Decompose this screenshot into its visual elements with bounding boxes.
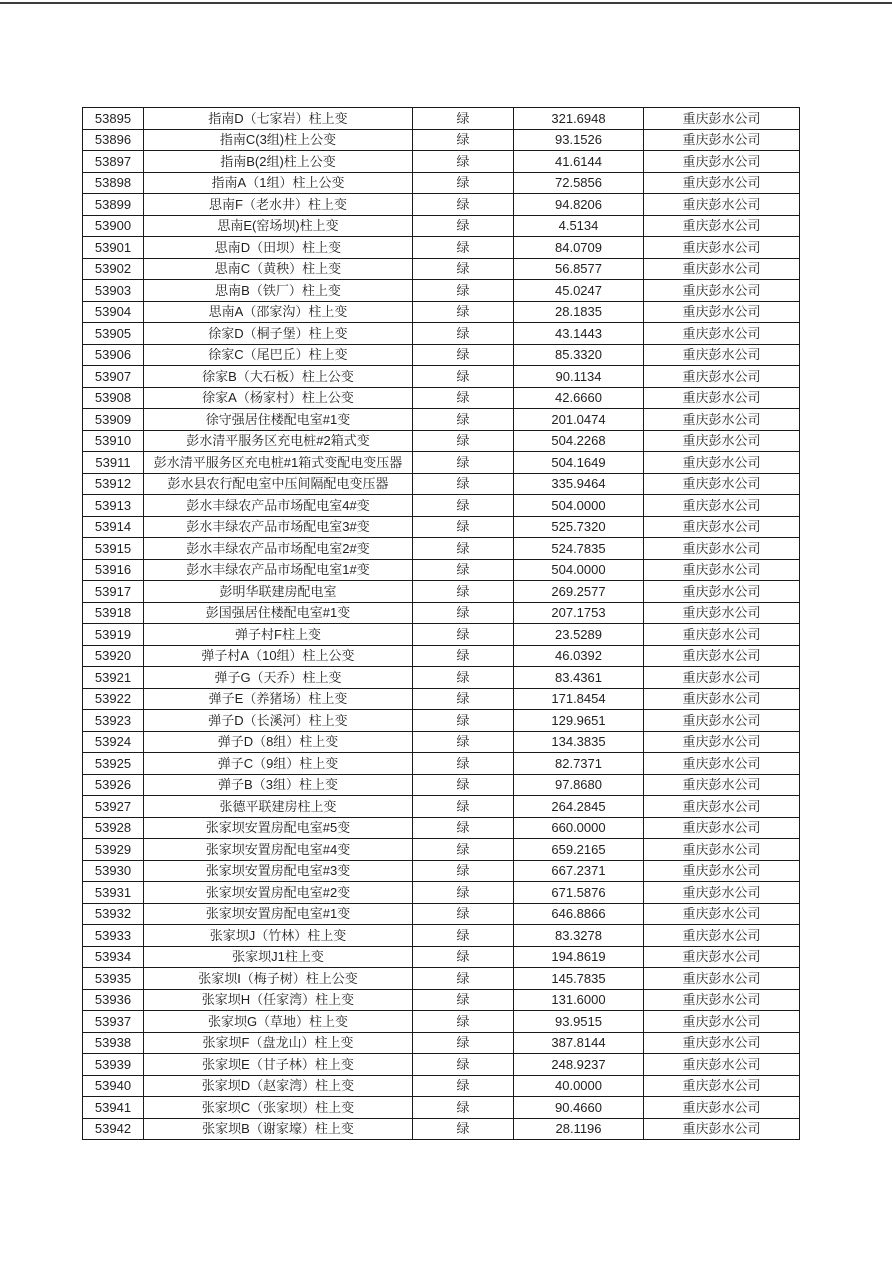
status-cell: 绿 [413,1011,514,1033]
value-cell: 646.8866 [514,903,644,925]
company-cell: 重庆彭水公司 [644,430,800,452]
row-id-cell: 53937 [83,1011,144,1033]
transformer-name-cell: 思南D（田坝）柱上变 [144,237,413,259]
table-row [83,108,800,130]
row-id-cell: 53903 [83,280,144,302]
status-cell: 绿 [413,108,514,130]
row-id-cell: 53900 [83,215,144,237]
value-cell: 56.8577 [514,258,644,280]
company-cell: 重庆彭水公司 [644,774,800,796]
transformer-name-cell: 彭水丰绿农产品市场配电室2#变 [144,538,413,560]
status-cell: 绿 [413,387,514,409]
company-cell: 重庆彭水公司 [644,624,800,646]
company-cell: 重庆彭水公司 [644,731,800,753]
transformer-name-cell: 指南B(2组)柱上公变 [144,151,413,173]
company-cell: 重庆彭水公司 [644,860,800,882]
status-cell: 绿 [413,796,514,818]
row-id-cell: 53929 [83,839,144,861]
row-id-cell: 53907 [83,366,144,388]
value-cell: 83.3278 [514,925,644,947]
row-id-cell: 53913 [83,495,144,517]
company-cell: 重庆彭水公司 [644,1097,800,1119]
status-cell: 绿 [413,473,514,495]
transformer-name-cell: 弹子D（8组）柱上变 [144,731,413,753]
transformer-name-cell: 张家坝C（张家坝）柱上变 [144,1097,413,1119]
status-cell: 绿 [413,237,514,259]
value-cell: 525.7320 [514,516,644,538]
company-cell: 重庆彭水公司 [644,452,800,474]
status-cell: 绿 [413,839,514,861]
company-cell: 重庆彭水公司 [644,151,800,173]
row-id-cell: 53939 [83,1054,144,1076]
value-cell: 94.8206 [514,194,644,216]
status-cell: 绿 [413,129,514,151]
transformer-name-cell: 张家坝H（任家湾）柱上变 [144,989,413,1011]
row-id-cell: 53932 [83,903,144,925]
value-cell: 504.0000 [514,495,644,517]
transformer-data-table [82,107,800,1140]
transformer-name-cell: 思南E(窑场坝)柱上变 [144,215,413,237]
status-cell: 绿 [413,731,514,753]
transformer-name-cell: 张家坝J1柱上变 [144,946,413,968]
company-cell: 重庆彭水公司 [644,344,800,366]
status-cell: 绿 [413,344,514,366]
company-cell: 重庆彭水公司 [644,473,800,495]
row-id-cell: 53899 [83,194,144,216]
row-id-cell: 53904 [83,301,144,323]
status-cell: 绿 [413,667,514,689]
transformer-name-cell: 弹子D（长溪河）柱上变 [144,710,413,732]
transformer-name-cell: 思南F（老水井）柱上变 [144,194,413,216]
row-id-cell: 53930 [83,860,144,882]
table-row [83,581,800,603]
value-cell: 524.7835 [514,538,644,560]
company-cell: 重庆彭水公司 [644,258,800,280]
value-cell: 248.9237 [514,1054,644,1076]
table-row [83,387,800,409]
company-cell: 重庆彭水公司 [644,645,800,667]
status-cell: 绿 [413,301,514,323]
table-row [83,430,800,452]
status-cell: 绿 [413,323,514,345]
status-cell: 绿 [413,946,514,968]
status-cell: 绿 [413,925,514,947]
transformer-name-cell: 张家坝F（盘龙山）柱上变 [144,1032,413,1054]
value-cell: 129.9651 [514,710,644,732]
transformer-name-cell: 张家坝G（草地）柱上变 [144,1011,413,1033]
transformer-name-cell: 张家坝E（甘子林）柱上变 [144,1054,413,1076]
table-row [83,1032,800,1054]
company-cell: 重庆彭水公司 [644,968,800,990]
table-row [83,473,800,495]
value-cell: 134.3835 [514,731,644,753]
company-cell: 重庆彭水公司 [644,172,800,194]
value-cell: 194.8619 [514,946,644,968]
company-cell: 重庆彭水公司 [644,301,800,323]
transformer-name-cell: 弹子B（3组）柱上变 [144,774,413,796]
value-cell: 82.7371 [514,753,644,775]
status-cell: 绿 [413,366,514,388]
transformer-name-cell: 张家坝安置房配电室#5变 [144,817,413,839]
status-cell: 绿 [413,280,514,302]
value-cell: 667.2371 [514,860,644,882]
table-row [83,925,800,947]
company-cell: 重庆彭水公司 [644,280,800,302]
value-cell: 43.1443 [514,323,644,345]
company-cell: 重庆彭水公司 [644,817,800,839]
table-row [83,495,800,517]
transformer-name-cell: 彭水清平服务区充电桩#2箱式变 [144,430,413,452]
transformer-name-cell: 弹子C（9组）柱上变 [144,753,413,775]
transformer-name-cell: 徐家D（桐子堡）柱上变 [144,323,413,345]
transformer-name-cell: 指南C(3组)柱上公变 [144,129,413,151]
status-cell: 绿 [413,1054,514,1076]
table-row [83,172,800,194]
status-cell: 绿 [413,1097,514,1119]
transformer-name-cell: 张德平联建房柱上变 [144,796,413,818]
transformer-name-cell: 彭水丰绿农产品市场配电室4#变 [144,495,413,517]
table-row [83,1118,800,1140]
transformer-name-cell: 指南A（1组）柱上公变 [144,172,413,194]
company-cell: 重庆彭水公司 [644,989,800,1011]
row-id-cell: 53914 [83,516,144,538]
value-cell: 504.1649 [514,452,644,474]
row-id-cell: 53941 [83,1097,144,1119]
row-id-cell: 53931 [83,882,144,904]
transformer-name-cell: 弹子村A（10组）柱上公变 [144,645,413,667]
value-cell: 504.0000 [514,559,644,581]
table-row [83,860,800,882]
status-cell: 绿 [413,968,514,990]
value-cell: 131.6000 [514,989,644,1011]
value-cell: 46.0392 [514,645,644,667]
transformer-name-cell: 彭国强居住楼配电室#1变 [144,602,413,624]
company-cell: 重庆彭水公司 [644,1075,800,1097]
table-row [83,559,800,581]
value-cell: 85.3320 [514,344,644,366]
row-id-cell: 53922 [83,688,144,710]
table-row [83,645,800,667]
row-id-cell: 53920 [83,645,144,667]
transformer-name-cell: 指南D（七家岩）柱上变 [144,108,413,130]
row-id-cell: 53925 [83,753,144,775]
value-cell: 28.1196 [514,1118,644,1140]
status-cell: 绿 [413,495,514,517]
value-cell: 40.0000 [514,1075,644,1097]
status-cell: 绿 [413,194,514,216]
value-cell: 659.2165 [514,839,644,861]
status-cell: 绿 [413,753,514,775]
value-cell: 93.9515 [514,1011,644,1033]
value-cell: 201.0474 [514,409,644,431]
transformer-name-cell: 张家坝安置房配电室#1变 [144,903,413,925]
table-row [83,151,800,173]
table-row [83,344,800,366]
row-id-cell: 53924 [83,731,144,753]
value-cell: 83.4361 [514,667,644,689]
table-body [83,108,800,1140]
company-cell: 重庆彭水公司 [644,129,800,151]
table-row [83,968,800,990]
value-cell: 145.7835 [514,968,644,990]
status-cell: 绿 [413,409,514,431]
table-row [83,989,800,1011]
status-cell: 绿 [413,258,514,280]
transformer-name-cell: 张家坝I（梅子树）柱上公变 [144,968,413,990]
status-cell: 绿 [413,817,514,839]
company-cell: 重庆彭水公司 [644,839,800,861]
table-row [83,796,800,818]
table-row [83,602,800,624]
status-cell: 绿 [413,215,514,237]
row-id-cell: 53933 [83,925,144,947]
table-row [83,1075,800,1097]
row-id-cell: 53936 [83,989,144,1011]
status-cell: 绿 [413,882,514,904]
transformer-name-cell: 彭水丰绿农产品市场配电室3#变 [144,516,413,538]
transformer-name-cell: 思南A（邵家沟）柱上变 [144,301,413,323]
value-cell: 93.1526 [514,129,644,151]
row-id-cell: 53910 [83,430,144,452]
value-cell: 28.1835 [514,301,644,323]
row-id-cell: 53923 [83,710,144,732]
table-row [83,409,800,431]
table-row [83,258,800,280]
transformer-name-cell: 彭水县农行配电室中压间隔配电变压器 [144,473,413,495]
transformer-name-cell: 张家坝B（谢家壕）柱上变 [144,1118,413,1140]
row-id-cell: 53915 [83,538,144,560]
company-cell: 重庆彭水公司 [644,108,800,130]
status-cell: 绿 [413,1118,514,1140]
transformer-name-cell: 思南B（铁厂）柱上变 [144,280,413,302]
status-cell: 绿 [413,860,514,882]
transformer-name-cell: 彭明华联建房配电室 [144,581,413,603]
company-cell: 重庆彭水公司 [644,538,800,560]
table-row [83,688,800,710]
status-cell: 绿 [413,624,514,646]
value-cell: 41.6144 [514,151,644,173]
row-id-cell: 53928 [83,817,144,839]
company-cell: 重庆彭水公司 [644,1032,800,1054]
table-row [83,774,800,796]
status-cell: 绿 [413,538,514,560]
table-row [83,301,800,323]
status-cell: 绿 [413,710,514,732]
company-cell: 重庆彭水公司 [644,194,800,216]
table-row [83,1011,800,1033]
status-cell: 绿 [413,903,514,925]
status-cell: 绿 [413,452,514,474]
row-id-cell: 53921 [83,667,144,689]
status-cell: 绿 [413,688,514,710]
value-cell: 90.1134 [514,366,644,388]
row-id-cell: 53906 [83,344,144,366]
value-cell: 171.8454 [514,688,644,710]
table-row [83,882,800,904]
value-cell: 660.0000 [514,817,644,839]
table-row [83,1097,800,1119]
row-id-cell: 53905 [83,323,144,345]
company-cell: 重庆彭水公司 [644,409,800,431]
table-row [83,946,800,968]
transformer-name-cell: 思南C（黄秧）柱上变 [144,258,413,280]
company-cell: 重庆彭水公司 [644,667,800,689]
transformer-name-cell: 徐守强居住楼配电室#1变 [144,409,413,431]
row-id-cell: 53909 [83,409,144,431]
table-row [83,710,800,732]
value-cell: 45.0247 [514,280,644,302]
value-cell: 90.4660 [514,1097,644,1119]
value-cell: 387.8144 [514,1032,644,1054]
company-cell: 重庆彭水公司 [644,903,800,925]
table-row [83,366,800,388]
table-row [83,817,800,839]
status-cell: 绿 [413,774,514,796]
table-row [83,194,800,216]
row-id-cell: 53927 [83,796,144,818]
company-cell: 重庆彭水公司 [644,581,800,603]
row-id-cell: 53918 [83,602,144,624]
row-id-cell: 53911 [83,452,144,474]
table-row [83,215,800,237]
company-cell: 重庆彭水公司 [644,1118,800,1140]
page-top-border [0,2,892,4]
company-cell: 重庆彭水公司 [644,753,800,775]
company-cell: 重庆彭水公司 [644,237,800,259]
transformer-name-cell: 弹子村F柱上变 [144,624,413,646]
value-cell: 264.2845 [514,796,644,818]
company-cell: 重庆彭水公司 [644,688,800,710]
table-row [83,731,800,753]
value-cell: 671.5876 [514,882,644,904]
status-cell: 绿 [413,151,514,173]
company-cell: 重庆彭水公司 [644,796,800,818]
status-cell: 绿 [413,516,514,538]
status-cell: 绿 [413,559,514,581]
value-cell: 42.6660 [514,387,644,409]
company-cell: 重庆彭水公司 [644,559,800,581]
value-cell: 4.5134 [514,215,644,237]
transformer-name-cell: 徐家C（尾巴丘）柱上变 [144,344,413,366]
row-id-cell: 53942 [83,1118,144,1140]
status-cell: 绿 [413,581,514,603]
row-id-cell: 53917 [83,581,144,603]
table-row [83,323,800,345]
company-cell: 重庆彭水公司 [644,882,800,904]
value-cell: 23.5289 [514,624,644,646]
transformer-name-cell: 彭水清平服务区充电桩#1箱式变配电变压器 [144,452,413,474]
table-row [83,538,800,560]
company-cell: 重庆彭水公司 [644,1011,800,1033]
value-cell: 504.2268 [514,430,644,452]
company-cell: 重庆彭水公司 [644,602,800,624]
row-id-cell: 53902 [83,258,144,280]
value-cell: 269.2577 [514,581,644,603]
transformer-name-cell: 张家坝J（竹林）柱上变 [144,925,413,947]
transformer-name-cell: 张家坝安置房配电室#4变 [144,839,413,861]
row-id-cell: 53895 [83,108,144,130]
transformer-name-cell: 徐家B（大石板）柱上公变 [144,366,413,388]
table-row [83,1054,800,1076]
transformer-name-cell: 张家坝安置房配电室#3变 [144,860,413,882]
transformer-name-cell: 张家坝安置房配电室#2变 [144,882,413,904]
status-cell: 绿 [413,430,514,452]
row-id-cell: 53901 [83,237,144,259]
value-cell: 72.5856 [514,172,644,194]
row-id-cell: 53908 [83,387,144,409]
row-id-cell: 53938 [83,1032,144,1054]
transformer-name-cell: 弹子G（天乔）柱上变 [144,667,413,689]
transformer-name-cell: 彭水丰绿农产品市场配电室1#变 [144,559,413,581]
transformer-name-cell: 徐家A（杨家村）柱上公变 [144,387,413,409]
company-cell: 重庆彭水公司 [644,387,800,409]
row-id-cell: 53916 [83,559,144,581]
company-cell: 重庆彭水公司 [644,215,800,237]
company-cell: 重庆彭水公司 [644,1054,800,1076]
status-cell: 绿 [413,1075,514,1097]
table-row [83,753,800,775]
row-id-cell: 53896 [83,129,144,151]
company-cell: 重庆彭水公司 [644,710,800,732]
value-cell: 207.1753 [514,602,644,624]
row-id-cell: 53919 [83,624,144,646]
table-row [83,452,800,474]
table-row [83,129,800,151]
row-id-cell: 53897 [83,151,144,173]
status-cell: 绿 [413,645,514,667]
value-cell: 97.8680 [514,774,644,796]
transformer-name-cell: 张家坝D（赵家湾）柱上变 [144,1075,413,1097]
transformer-name-cell: 弹子E（养猪场）柱上变 [144,688,413,710]
table-row [83,280,800,302]
row-id-cell: 53898 [83,172,144,194]
status-cell: 绿 [413,602,514,624]
table-row [83,624,800,646]
status-cell: 绿 [413,172,514,194]
table-row [83,237,800,259]
table-row [83,903,800,925]
company-cell: 重庆彭水公司 [644,366,800,388]
value-cell: 84.0709 [514,237,644,259]
company-cell: 重庆彭水公司 [644,925,800,947]
row-id-cell: 53935 [83,968,144,990]
company-cell: 重庆彭水公司 [644,516,800,538]
company-cell: 重庆彭水公司 [644,946,800,968]
row-id-cell: 53926 [83,774,144,796]
company-cell: 重庆彭水公司 [644,495,800,517]
value-cell: 321.6948 [514,108,644,130]
row-id-cell: 53940 [83,1075,144,1097]
status-cell: 绿 [413,1032,514,1054]
company-cell: 重庆彭水公司 [644,323,800,345]
table-row [83,839,800,861]
table-row [83,516,800,538]
value-cell: 335.9464 [514,473,644,495]
table-row [83,667,800,689]
status-cell: 绿 [413,989,514,1011]
row-id-cell: 53912 [83,473,144,495]
row-id-cell: 53934 [83,946,144,968]
